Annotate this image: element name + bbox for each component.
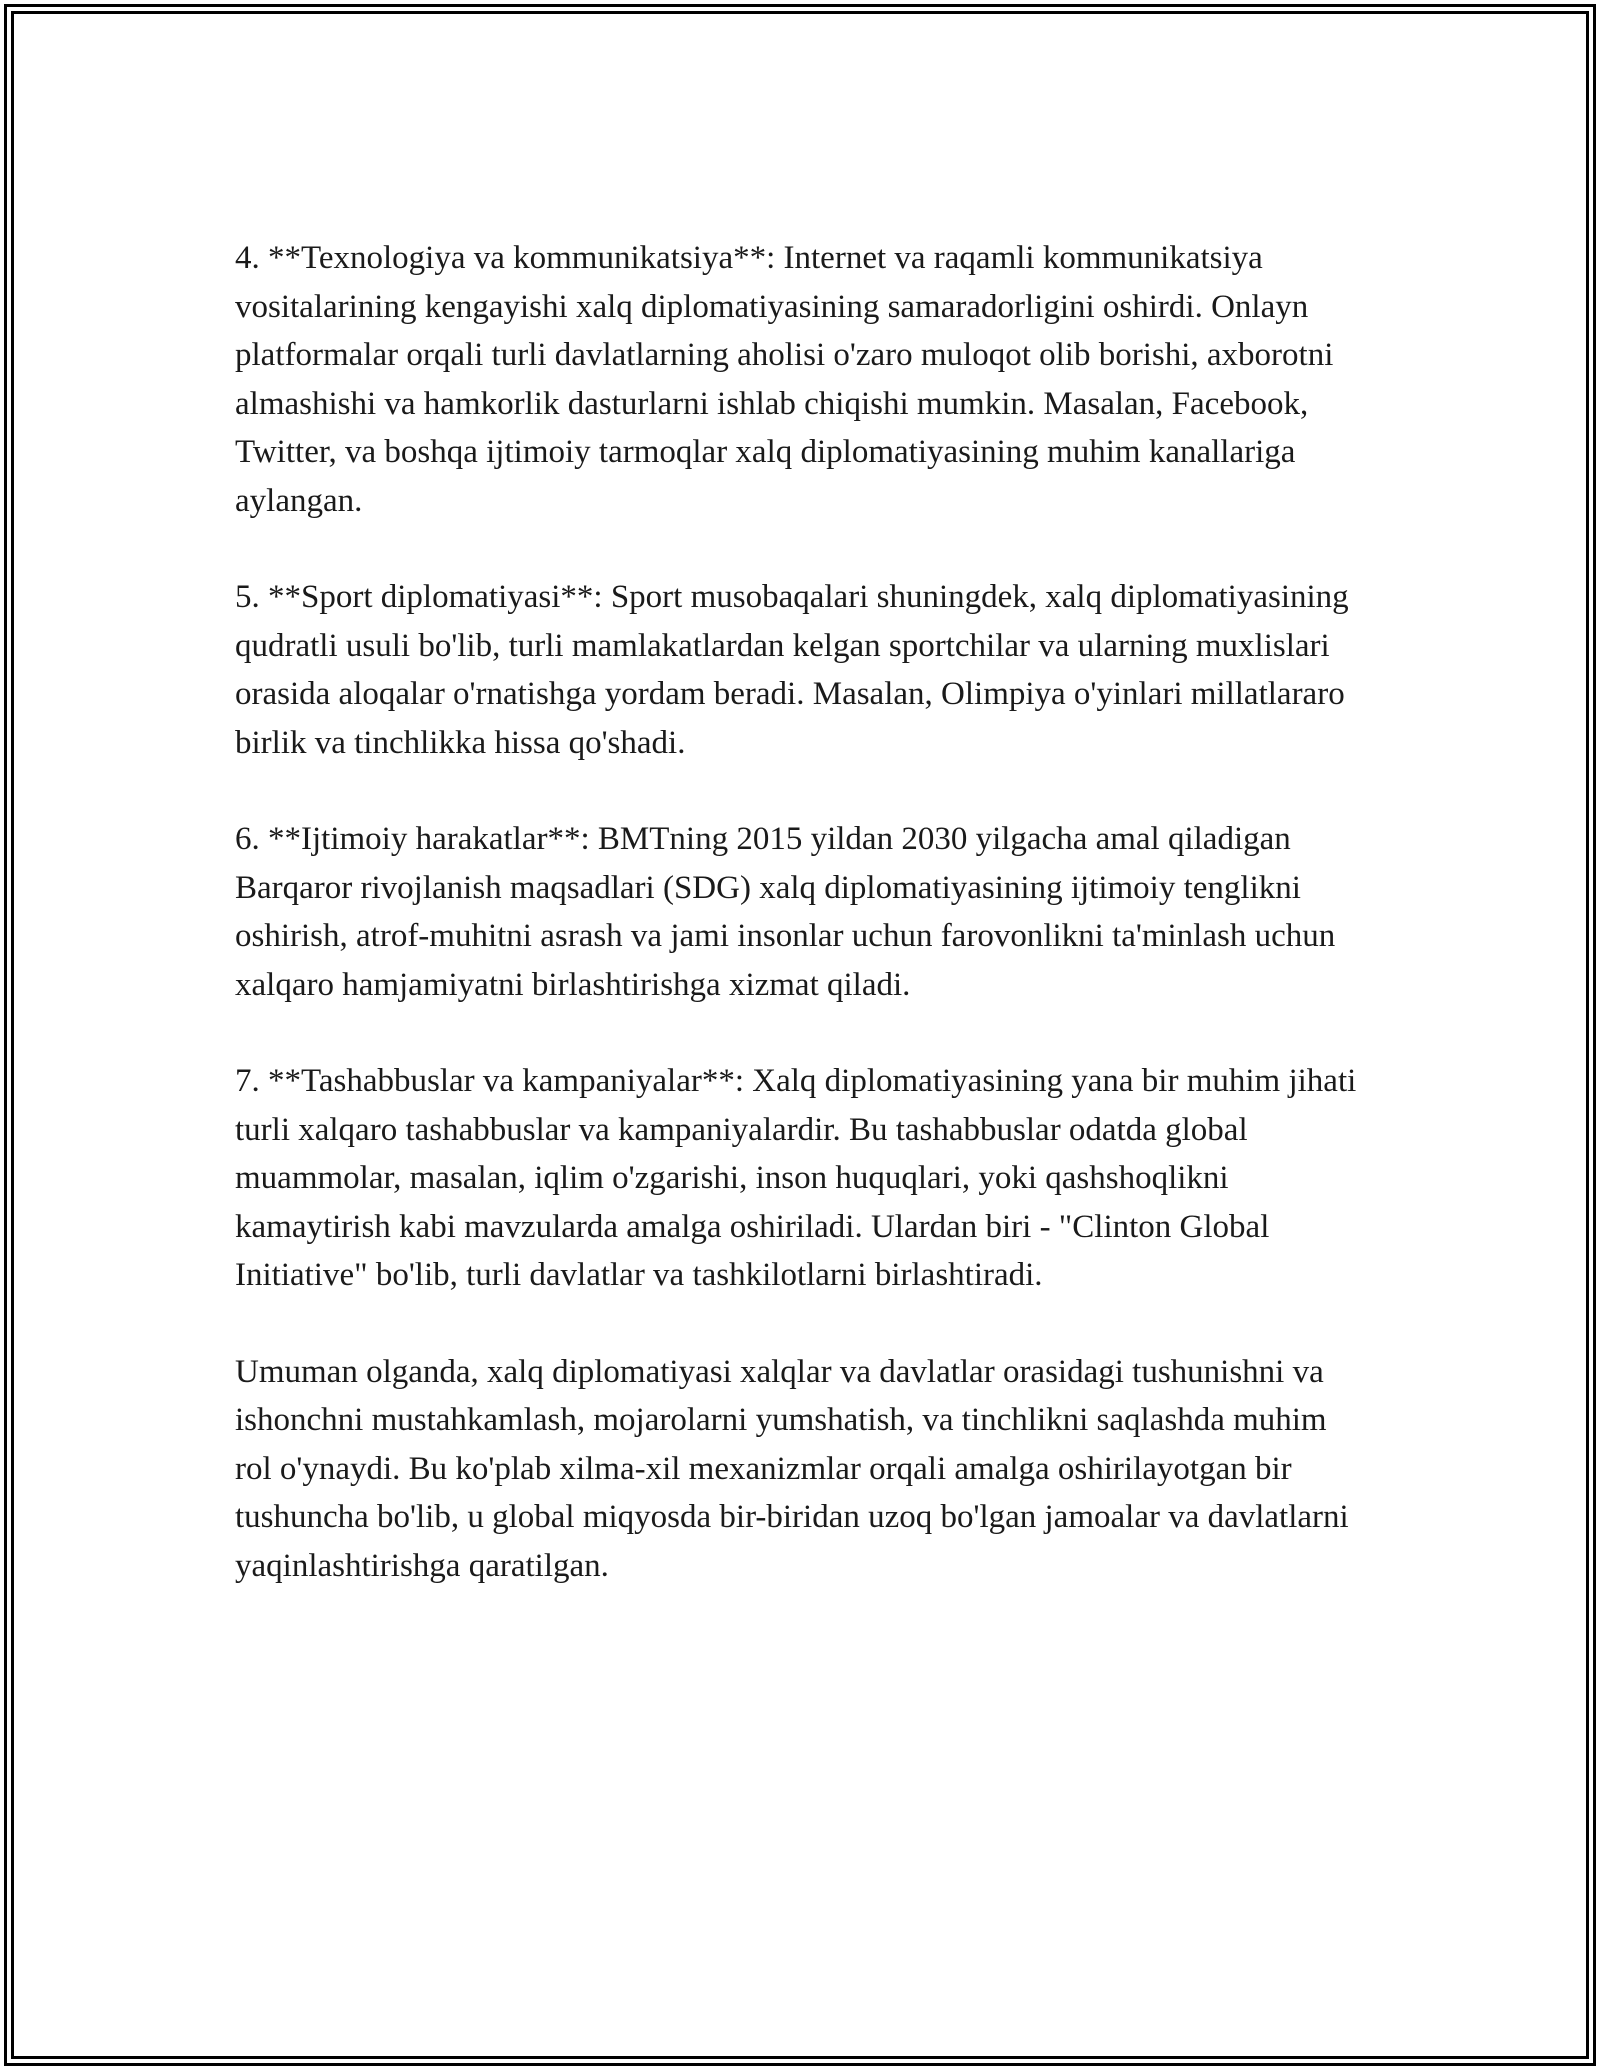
paragraph-social-movements: 6. **Ijtimoiy harakatlar**: BMTning 2015 yildan 2030 yilgacha amal qiladigan Barqaror rivojlanish maqsadlari (SDG) xalq diplomatiyasining ijtimoiy tenglikni oshirish, atrof-muhitni asrash va jami insonlar uchun farovonlikni ta'minlash uchun xalqaro hamjamiyatni birlashtirishga xizmat qiladi. (235, 821, 1336, 1003)
paragraph-conclusion: Umuman olganda, xalq diplomatiyasi xalqlar va davlatlar orasidagi tushunishni va ishonchni mustahkamlash, mojarolarni yumshatish, va tinchlikni saqlashda muhim rol o'ynaydi. Bu ko'plab xilma-xil mexanizmlar orqali amalga oshirilayotgan bir tushuncha bo'lib, u global miqyosda bir-biridan uzoq bo'lgan jamoalar va davlatlarni yaqinlashtirishga qaratilgan. (235, 1353, 1349, 1584)
paragraph-sport-diplomacy: 5. **Sport diplomatiyasi**: Sport musobaqalari shuningdek, xalq diplomatiyasining qudratli usuli bo'lib, turli mamlakatlardan kelgan sportchilar va ularning muxlislari orasida aloqalar o'rnatishga yordam beradi. Masalan, Olimpiya o'yinlari millatlararo birlik va tinchlikka hissa qo'shadi. (235, 579, 1349, 761)
document-body (235, 234, 1365, 1590)
paragraph-technology-communication: 4. **Texnologiya va kommunikatsiya**: Internet va raqamli kommunikatsiya vositalarining kengayishi xalq diplomatiyasining samaradorligini oshirdi. Onlayn platformalar orqali turli davlatlarning aholisi o'zaro muloqot olib borishi, axborotni almashishi va hamkorlik dasturlarni ishlab chiqishi mumkin. Masalan, Facebook, Twitter, va boshqa ijtimoiy tarmoqlar xalq diplomatiyasining muhim kanallariga aylangan. (235, 240, 1334, 519)
paragraph-initiatives-campaigns: 7. **Tashabbuslar va kampaniyalar**: Xalq diplomatiyasining yana bir muhim jihati turli xalqaro tashabbuslar va kampaniyalardir. Bu tashabbuslar odatda global muammolar, masalan, iqlim o'zgarishi, inson huquqlari, yoki qashshoqlikni kamaytirish kabi mavzularda amalga oshiriladi. Ulardan biri - "Clinton Global Initiative" bo'lib, turli davlatlar va tashkilotlarni birlashtiradi. (235, 1063, 1357, 1293)
